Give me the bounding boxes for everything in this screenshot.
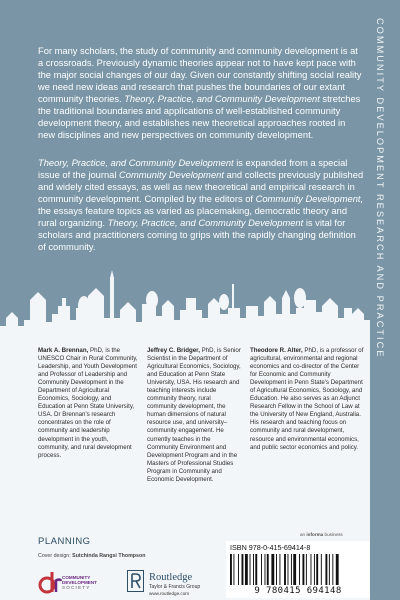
barcode-bar (279, 554, 280, 585)
publisher-group: Taylor & Francis Group (149, 584, 201, 590)
blurb-paragraph-1: For many scholars, the study of community and community development is at a crossroads. Previously dynamic theories appear not to have kept pace with the major social changes of our day. Given our constantly shifting social reality we need new ideas and research that pushes the boundaries of our extant community theories. Theory, Practice, and Community Development stretches the traditional boundaries and applications of well-established community development theory, and establishes new theoretical approaches rooted in new disciplines and new perspectives on community development. (38, 46, 362, 140)
spine-series-title: COMMUNITY DEVELOPMENT RESEARCH AND PRACTICE (375, 18, 385, 359)
barcode-bar (245, 554, 248, 585)
barcode-bar (329, 554, 330, 585)
book-title-italic: Theory, Practice, and Community Development (38, 158, 234, 168)
barcode-bar (293, 554, 296, 585)
journal-title-italic: Community Development, (255, 194, 364, 204)
isbn-label: ISBN 978-0-415-69414-8 (230, 543, 311, 552)
cd-monogram-icon (38, 568, 62, 596)
barcode-bar (276, 554, 277, 585)
author-name: Jeffrey C. Bridger, (147, 347, 200, 354)
town-skyline-silhouette (0, 248, 370, 348)
subject-category: PLANNING (38, 536, 91, 547)
author-bio-bridger: Jeffrey C. Bridger, PhD, is Senior Scientist in the Department of Agricultural Economics, Sociology, and Education at Penn State University, USA. His research and teaching interests include community theory, rural community development, the human dimensions of natural resource use, and university–community engagement. He currently teaches in the Community Environment and Development Program and in the Masters of Professional Studies Program in Community and Economic Development. (147, 347, 241, 483)
barcode-bar (238, 554, 239, 585)
barcode-bar (316, 554, 318, 585)
author-name: Theodore R. Alter, (250, 347, 303, 354)
isbn-barcode-panel (226, 541, 370, 598)
publisher-website: www.routledge.com (149, 591, 190, 596)
barcode-bar (242, 554, 244, 585)
barcode-bar (288, 554, 289, 585)
barcode-digits: 9 780415 694148 (254, 586, 342, 596)
barcode-bar (302, 554, 304, 585)
barcode-bar (261, 554, 262, 585)
cd-logo-text: COMMUNITY DEVELOPMENT SOCIETY (62, 575, 97, 591)
barcode-bar (267, 554, 269, 585)
blurb-paragraph-2: Theory, Practice, and Community Development is expanded from a special issue of the journal Community Development and collects previously published and widely cited essays, as well as new theoretical and empirical research in community development. Compiled by the editors of Community Development, the essays feature topics as varied as placemaking, democratic theory and rural organizing. Theory, Practice, and Community Development is vital for scholars and practitioners coming to grips with the rapidly changing definition of community. (38, 158, 364, 252)
book-title-italic: Theory, Practice, and Community Development (124, 94, 320, 104)
barcode-bar (311, 554, 312, 585)
barcode-bar (255, 554, 257, 585)
publisher-name: Routledge (149, 572, 193, 583)
informa-business-tag: an informa business (300, 532, 343, 537)
book-title-italic: Theory, Practice, and Community Development (107, 218, 304, 228)
barcode-bar (265, 554, 266, 585)
journal-title-italic: Community Development (119, 170, 224, 180)
barcode-bar (306, 554, 307, 585)
barcode-bar (253, 554, 254, 585)
barcode-bar (230, 554, 232, 585)
barcode-bar (291, 554, 292, 585)
barcode-bar (336, 554, 339, 585)
barcode-bar (314, 554, 315, 585)
cover-design-credit: Cover design: Sutchinda Rangsi Thompson (38, 553, 146, 559)
barcode-bar (233, 554, 234, 585)
book-spine (370, 0, 400, 600)
barcode-bar (271, 554, 274, 585)
routledge-r-icon (127, 570, 144, 592)
community-development-society-logo (38, 568, 118, 596)
routledge-logo (127, 570, 217, 596)
barcode-bar (325, 554, 327, 585)
barcode-graphic (230, 554, 366, 585)
author-bio-brennan: Mark A. Brennan, PhD, is the UNESCO Chair in Rural Community, Leadership, and Youth Development and Professor of Leadership and Community Development in the Department of Agricultural Economics, Sociology, and Education at Penn State University, USA. Dr Brennan's research concentrates on the role of community and leadership development in the youth, community, and rural development process. (38, 347, 138, 459)
barcode-bar (250, 554, 251, 585)
author-bio-alter: Theodore R. Alter, PhD, is a professor of agricultural, environmental and regional economics and co-director of the Center for Economic and Community Development in Penn State's Department of Agricultural Economics, Sociology, and Education. He also serves as an Adjunct Research Fellow in the School of Law at the University of New England, Australia. His research and teaching focus on community and rural development, resource and environmental economics, and public sector economics and policy. (250, 347, 364, 451)
barcode-bar (299, 554, 300, 585)
barcode-bar (321, 554, 322, 585)
barcode-bar (284, 554, 286, 585)
barcode-bar (332, 554, 333, 585)
author-name: Mark A. Brennan, (38, 347, 89, 354)
